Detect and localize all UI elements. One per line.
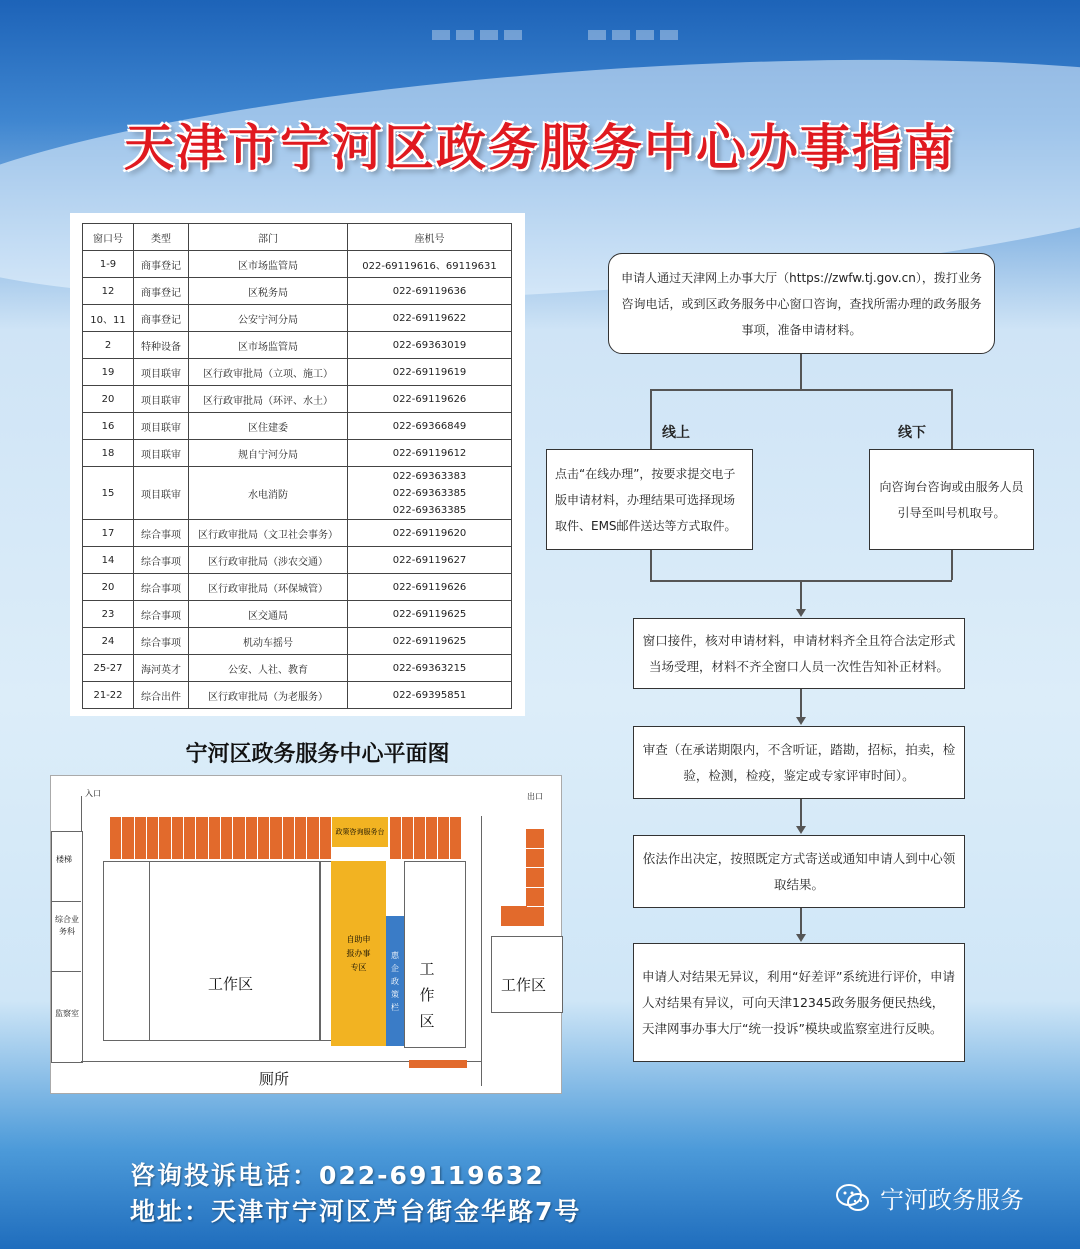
cell-phone	[348, 278, 512, 305]
page-title: 天津市宁河区政务服务中心办事指南	[124, 118, 956, 177]
work-area-mid-label: 工作区	[419, 960, 435, 1030]
cell-type: 项目联审	[134, 413, 189, 440]
cell-dept: 水电消防	[189, 467, 348, 520]
cell-window: 2	[83, 332, 134, 359]
consult-desk: 政策咨询服务台	[331, 816, 389, 848]
cell-window: 23	[83, 601, 134, 628]
service-window	[208, 816, 221, 860]
left-rooms	[51, 831, 83, 1063]
flow-step-consult: 申请人通过天津网上办事大厅（https://zwfw.tj.gov.cn），拨打业务咨询电话，或到区政务服务中心窗口咨询，查找所需办理的政务服务事项，准备申请材料。	[608, 253, 995, 354]
table-row	[83, 440, 512, 467]
flow-connector	[951, 550, 953, 580]
cell-phone	[348, 601, 512, 628]
work-area-right-label: 工作区	[501, 976, 547, 994]
cell-phone	[348, 682, 512, 709]
cell-type: 综合事项	[134, 547, 189, 574]
self-service-label: 自助申报办事专区	[346, 934, 371, 972]
cell-window: 15	[83, 467, 134, 520]
decor-square	[456, 30, 474, 40]
exit-label: 出口	[527, 792, 543, 801]
flow-connector	[800, 908, 802, 935]
phone-number: 022-69366849	[392, 420, 467, 432]
col-header-window: 窗口号	[83, 224, 134, 251]
flow-step-offline: 向咨询台咨询或由服务人员引导至叫号机取号。	[869, 449, 1034, 550]
decor-square	[636, 30, 654, 40]
service-window	[121, 816, 134, 860]
flow-connector	[800, 354, 802, 389]
phone-number: 022-69119612	[392, 447, 467, 459]
table-header-row	[83, 224, 512, 251]
decor-square	[588, 30, 606, 40]
col-header-dept: 部门	[189, 224, 348, 251]
cell-phone	[348, 251, 512, 278]
flow-connector	[800, 689, 802, 717]
flow-connector	[800, 580, 802, 610]
phone-number: 022-69363383	[392, 470, 467, 482]
work-area-left-label: 工作区	[208, 975, 254, 993]
corridor-wall	[103, 861, 151, 1041]
table-row	[83, 386, 512, 413]
table-row	[83, 413, 512, 440]
cell-phone	[348, 655, 512, 682]
offline-label: 线下	[898, 425, 926, 441]
cell-type: 综合事项	[134, 574, 189, 601]
cell-window: 10、11	[83, 305, 134, 332]
table-row	[83, 305, 512, 332]
cell-type: 海河英才	[134, 655, 189, 682]
service-windows-row	[109, 816, 331, 858]
cell-dept: 区行政审批局（环保城管）	[189, 574, 348, 601]
cell-type: 综合事项	[134, 628, 189, 655]
cell-window: 18	[83, 440, 134, 467]
phone-number: 022-69119625	[392, 608, 467, 620]
service-window	[232, 816, 245, 860]
cell-phone	[348, 440, 512, 467]
cell-phone	[348, 520, 512, 547]
flow-connector	[650, 389, 952, 391]
phone-number: 022-69119620	[392, 527, 467, 539]
cell-phone	[348, 547, 512, 574]
service-window	[257, 816, 270, 860]
phone-number: 022-69119626	[392, 581, 467, 593]
table-row	[83, 520, 512, 547]
service-window	[282, 816, 295, 860]
service-window	[220, 816, 233, 860]
cell-phone	[348, 628, 512, 655]
cell-dept: 公安、人社、教育	[189, 655, 348, 682]
service-window	[146, 816, 159, 860]
cell-window: 21-22	[83, 682, 134, 709]
cell-phone	[348, 467, 512, 520]
cell-window: 20	[83, 574, 134, 601]
policy-board	[386, 916, 404, 1046]
cell-type: 商事登记	[134, 305, 189, 332]
cell-dept: 机动车摇号	[189, 628, 348, 655]
online-label: 线上	[662, 425, 690, 441]
toilet-label: 厕所	[259, 1070, 290, 1088]
table-row	[83, 601, 512, 628]
cell-window: 20	[83, 386, 134, 413]
table-row	[83, 332, 512, 359]
cell-type: 综合事项	[134, 520, 189, 547]
decor-square	[660, 30, 678, 40]
stairs-label: 楼梯	[56, 855, 72, 864]
work-area-left	[149, 861, 321, 1041]
service-window	[195, 816, 208, 860]
cell-type: 商事登记	[134, 251, 189, 278]
cell-window: 1-9	[83, 251, 134, 278]
cell-type: 项目联审	[134, 386, 189, 413]
table-row	[83, 574, 512, 601]
cell-dept: 区行政审批局（立项、施工）	[189, 359, 348, 386]
cell-dept: 区交通局	[189, 601, 348, 628]
cell-window: 12	[83, 278, 134, 305]
service-window	[525, 906, 545, 927]
cell-dept: 区市场监管局	[189, 332, 348, 359]
flow-arrow	[796, 717, 806, 725]
table-row	[83, 682, 512, 709]
cell-dept: 区行政审批局（环评、水土）	[189, 386, 348, 413]
window-table-panel	[70, 213, 525, 716]
cell-dept: 区住建委	[189, 413, 348, 440]
decor-square	[612, 30, 630, 40]
service-window	[525, 828, 545, 849]
service-window	[171, 816, 184, 860]
cell-type: 特种设备	[134, 332, 189, 359]
table-row	[83, 251, 512, 278]
cell-phone	[348, 574, 512, 601]
phone-number: 022-69363019	[392, 339, 467, 351]
phone-number: 022-69363385	[392, 487, 467, 499]
phone-number: 022-69119627	[392, 554, 467, 566]
service-window	[409, 1060, 467, 1068]
phone-number: 022-69395851	[392, 689, 467, 701]
cell-type: 商事登记	[134, 278, 189, 305]
service-window	[245, 816, 258, 860]
flow-connector	[650, 389, 652, 449]
service-windows-row	[389, 816, 461, 858]
phone-number: 022-69119636	[392, 285, 467, 297]
flow-arrow	[796, 609, 806, 617]
service-window	[183, 816, 196, 860]
cell-phone	[348, 413, 512, 440]
flow-connector	[650, 550, 652, 580]
service-windows-column	[525, 828, 545, 926]
cell-window: 24	[83, 628, 134, 655]
service-window	[525, 887, 545, 908]
phone-number: 022-69119625	[392, 635, 467, 647]
cell-window: 14	[83, 547, 134, 574]
service-window	[109, 816, 122, 860]
decor-square	[504, 30, 522, 40]
decor-square	[480, 30, 498, 40]
table-row	[83, 547, 512, 574]
entrance-label: 入口	[85, 789, 101, 798]
table-row	[83, 359, 512, 386]
work-area-mid	[404, 861, 466, 1048]
hotline-text: 咨询投诉电话：022-69119632	[130, 1161, 545, 1190]
service-window	[294, 816, 307, 860]
flow-step-feedback: 申请人对结果无异议，利用“好差评”系统进行评价，申请人对结果有异议，可向天津12345政务服务便民热线，天津网事办事大厅“统一投诉”模块或监察室进行反映。	[633, 943, 965, 1062]
cell-type: 综合事项	[134, 601, 189, 628]
table-row	[83, 628, 512, 655]
cell-dept: 区行政审批局（文卫社会事务）	[189, 520, 348, 547]
cell-type: 综合出件	[134, 682, 189, 709]
table-row	[83, 467, 512, 520]
service-window	[306, 816, 319, 860]
general-dept-label: 综合业务科	[55, 915, 79, 936]
wechat-icon	[836, 1183, 870, 1213]
cell-phone	[348, 359, 512, 386]
flow-arrow	[796, 934, 806, 942]
cell-window: 16	[83, 413, 134, 440]
floor-plan	[50, 775, 562, 1094]
flow-connector	[951, 389, 953, 449]
flow-step-online: 点击“在线办理”，按要求提交电子版申请材料，办理结果可选择现场取件、EMS邮件送达等方式取件。	[546, 449, 753, 550]
cell-type: 项目联审	[134, 467, 189, 520]
self-service-zone	[331, 861, 386, 1046]
flow-step-decision: 依法作出决定，按照既定方式寄送或通知申请人到中心领取结果。	[633, 835, 965, 908]
brand-name: 宁河政务服务	[880, 1186, 1024, 1214]
service-window	[319, 816, 332, 860]
cell-window: 17	[83, 520, 134, 547]
col-header-phone: 座机号	[348, 224, 512, 251]
cell-dept: 区行政审批局（为老服务）	[189, 682, 348, 709]
supervision-label: 监察室	[55, 1009, 79, 1018]
service-window	[269, 816, 282, 860]
cell-dept: 区税务局	[189, 278, 348, 305]
window-table	[82, 223, 512, 709]
table-row	[83, 655, 512, 682]
cell-type: 项目联审	[134, 359, 189, 386]
flow-arrow	[796, 826, 806, 834]
cell-type: 项目联审	[134, 440, 189, 467]
decor-square	[432, 30, 450, 40]
phone-number: 022-69119619	[392, 366, 467, 378]
table-row	[83, 278, 512, 305]
cell-dept: 规自宁河分局	[189, 440, 348, 467]
cell-dept: 区行政审批局（涉农交通）	[189, 547, 348, 574]
cell-phone	[348, 305, 512, 332]
phone-number: 022-69363215	[392, 662, 467, 674]
service-window	[158, 816, 171, 860]
flow-step-accept: 窗口接件，核对申请材料，申请材料齐全且符合法定形式当场受理，材料不齐全窗口人员一次性告知补正材料。	[633, 618, 965, 689]
service-window	[134, 816, 147, 860]
flow-step-review: 审查（在承诺期限内，不含听证，踏勘，招标，拍卖，检验，检测，检疫，鉴定或专家评审时间）。	[633, 726, 965, 799]
service-window	[501, 906, 527, 926]
col-header-type: 类型	[134, 224, 189, 251]
cell-dept: 区市场监管局	[189, 251, 348, 278]
phone-number: 022-69119622	[392, 312, 467, 324]
service-window	[449, 816, 462, 860]
phone-number: 022-69119626	[392, 393, 467, 405]
cell-phone	[348, 386, 512, 413]
service-window	[525, 848, 545, 869]
service-window	[525, 867, 545, 888]
brand	[836, 1180, 1024, 1215]
cell-window: 19	[83, 359, 134, 386]
cell-window: 25-27	[83, 655, 134, 682]
cell-phone	[348, 332, 512, 359]
address-text: 地址：天津市宁河区芦台街金华路7号	[130, 1197, 582, 1226]
phone-number: 022-69119616、69119631	[362, 260, 497, 272]
phone-number: 022-69363385	[392, 504, 467, 516]
policy-board-label: 惠企政策栏	[391, 950, 399, 1012]
floor-plan-title: 宁河区政务服务中心平面图	[185, 742, 450, 767]
cell-dept: 公安宁河分局	[189, 305, 348, 332]
flow-connector	[800, 799, 802, 826]
